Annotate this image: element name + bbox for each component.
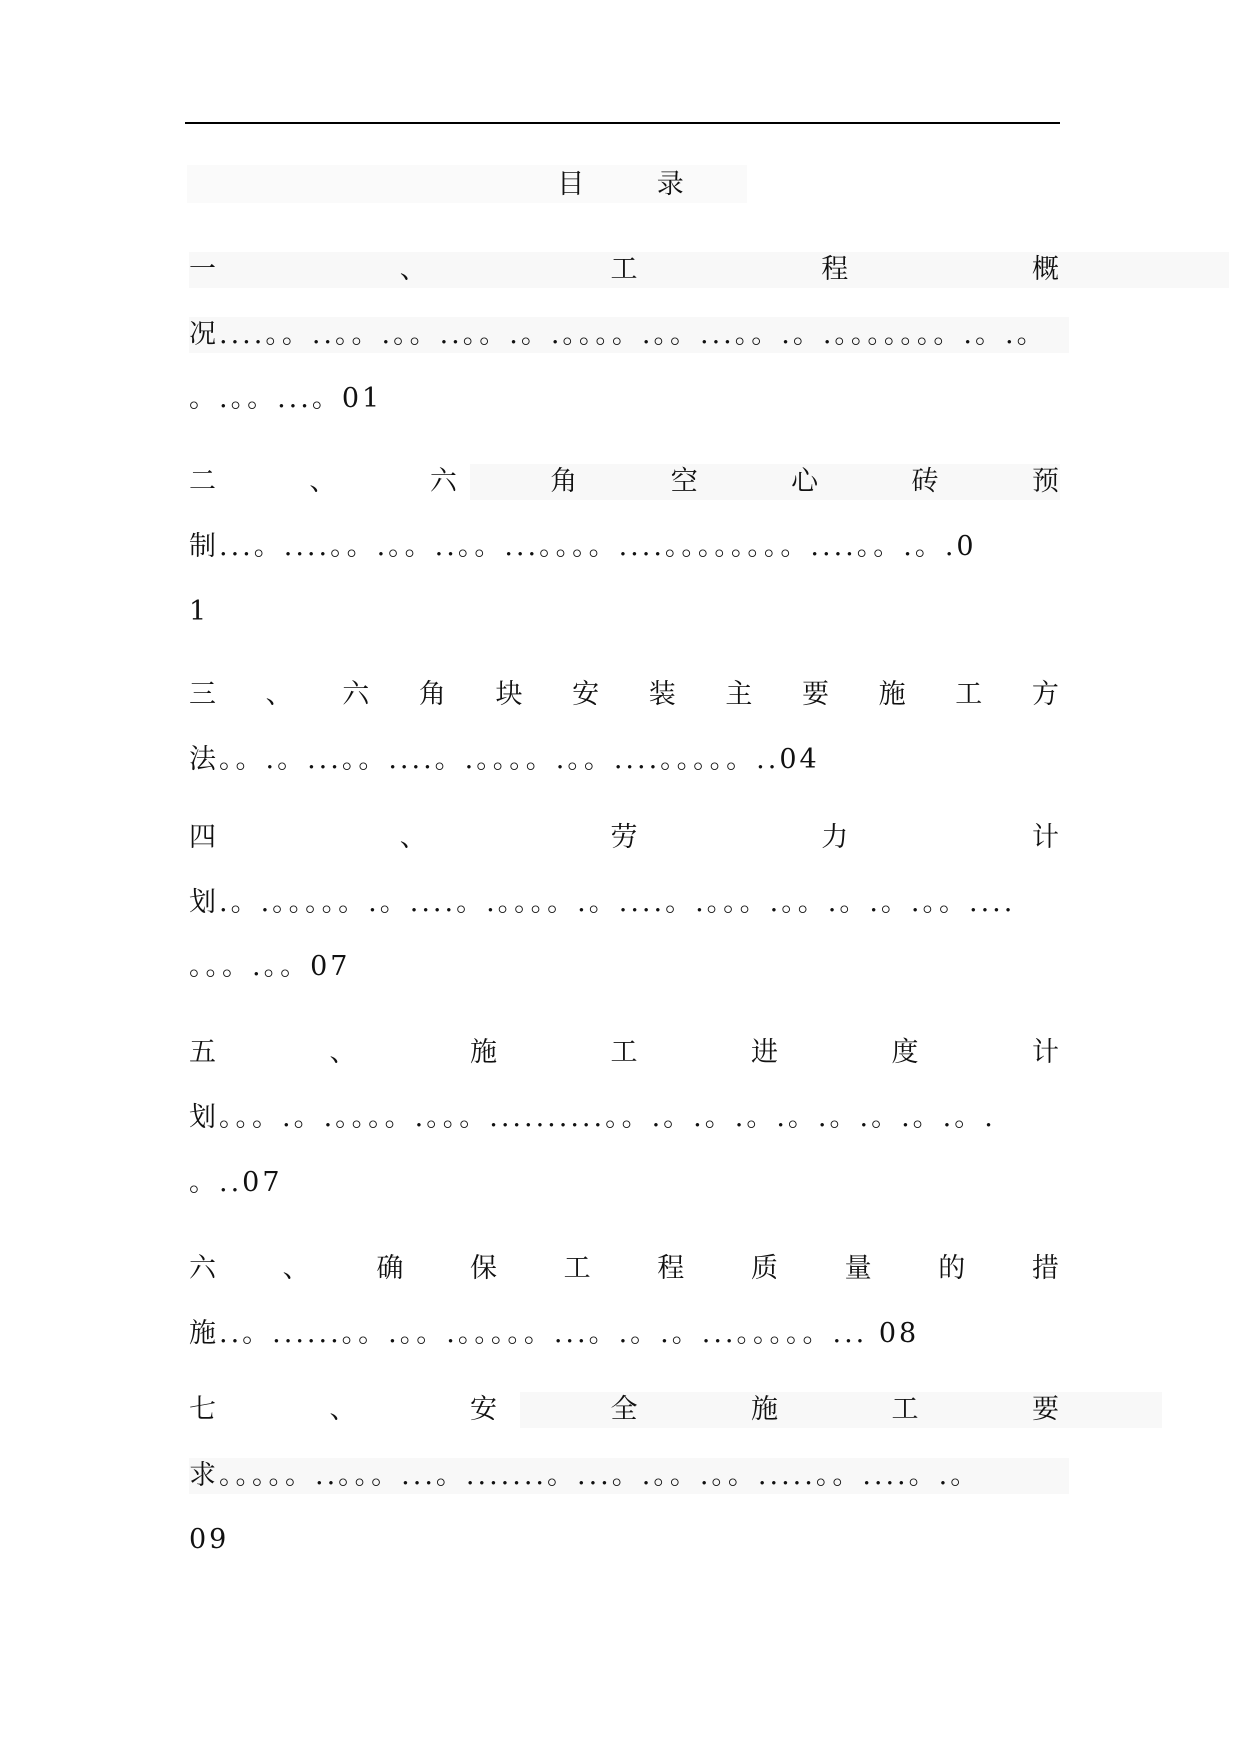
toc-char: 要	[802, 679, 829, 710]
toc-entry-2-heading	[189, 462, 1059, 502]
toc-char: 预	[1031, 466, 1059, 497]
toc-char: 四	[189, 822, 216, 853]
toc-char: 空	[670, 466, 698, 497]
toc-entry-1-heading	[189, 250, 1059, 290]
toc-char: 要	[1032, 1394, 1059, 1425]
toc-char: 概	[1032, 254, 1059, 285]
toc-char: 施	[751, 1394, 778, 1425]
toc-char: 量	[844, 1253, 872, 1284]
toc-char: 劳	[610, 822, 638, 853]
toc-char: 、	[265, 679, 293, 710]
toc-entry-7-page: 09	[189, 1524, 230, 1555]
toc-char: 七	[189, 1394, 216, 1425]
toc-char: 二	[189, 466, 216, 497]
toc-char: 计	[1032, 1037, 1059, 1068]
toc-char: 保	[469, 1253, 497, 1284]
toc-entry-3-heading	[189, 675, 1059, 715]
toc-char: 施	[878, 679, 906, 710]
toc-entry-7-heading	[189, 1390, 1059, 1430]
toc-char: 五	[189, 1037, 216, 1068]
toc-char: 工	[955, 679, 983, 710]
toc-entry-5-leader: 划。。。.。.。。。。.。。。..........。。.。.。.。.。.。.。.。.。.	[189, 1102, 996, 1133]
toc-char: 、	[399, 822, 427, 853]
toc-char: 安	[470, 1394, 497, 1425]
toc-char: 、	[399, 254, 427, 285]
toc-char: 质	[750, 1253, 778, 1284]
toc-char: 措	[1031, 1253, 1059, 1284]
toc-char: 、	[309, 466, 337, 497]
toc-entry-3-leader: 法。。.。...。。....。.。。。。.。。....。。。。。..04	[189, 744, 820, 775]
toc-entry-5-page: 。..07	[189, 1167, 283, 1198]
toc-entry-4-leader: 划.。.。。。。。.。....。.。。。。.。....。.。。。.。。.。.。.。。....	[189, 887, 1016, 918]
toc-char: 一	[189, 254, 216, 285]
toc-char: 砖	[911, 466, 939, 497]
toc-char: 块	[495, 679, 523, 710]
toc-char: 度	[891, 1037, 919, 1068]
toc-entry-2-leader: 制...。....。。.。。..。。...。。。。....。。。。。。。。....。。.。.0	[189, 531, 977, 562]
toc-entry-7-leader: 求。。。。。..。。。...。.......。...。.。。.。。.....。。....。.。	[189, 1460, 981, 1491]
toc-char: 、	[329, 1394, 357, 1425]
toc-char: 的	[938, 1253, 966, 1284]
toc-entry-6-leader: 施..。......。。.。。.。。。。。...。.。.。...。。。。。... 08	[189, 1318, 920, 1349]
toc-char: 工	[610, 254, 638, 285]
toc-char: 六	[189, 1253, 216, 1284]
toc-char: 主	[725, 679, 753, 710]
toc-char: 三	[189, 679, 216, 710]
toc-char: 方	[1031, 679, 1059, 710]
toc-entry-6-heading	[189, 1249, 1059, 1289]
toc-char: 、	[282, 1253, 310, 1284]
toc-char: 计	[1032, 822, 1059, 853]
toc-char: 程	[657, 1253, 685, 1284]
toc-char: 六	[429, 466, 457, 497]
toc-char: 角	[550, 466, 578, 497]
toc-char: 装	[648, 679, 676, 710]
toc-char: 施	[470, 1037, 497, 1068]
toc-char: 角	[418, 679, 446, 710]
toc-char: 六	[342, 679, 370, 710]
toc-char: 安	[572, 679, 600, 710]
toc-char: 全	[610, 1394, 638, 1425]
toc-char: 进	[751, 1037, 778, 1068]
toc-entry-1-leader: 况....。。..。。.。。..。。.。.。。。。.。。...。。.。.。。。。。。。.。.。	[189, 319, 1047, 350]
toc-char: 工	[610, 1037, 638, 1068]
toc-entry-2-page: 1	[189, 596, 210, 627]
toc-title: 目 录	[557, 169, 716, 200]
toc-entry-1-page: 。.。。...。01	[189, 383, 383, 414]
toc-entry-4-page: 。。。.。。07	[189, 951, 351, 982]
header-rule	[185, 122, 1060, 124]
toc-entry-4-heading	[189, 818, 1059, 858]
toc-entry-5-heading	[189, 1033, 1059, 1073]
toc-char: 、	[329, 1037, 357, 1068]
toc-char: 工	[563, 1253, 591, 1284]
toc-char: 工	[891, 1394, 919, 1425]
toc-char: 程	[821, 254, 849, 285]
toc-char: 力	[821, 822, 849, 853]
toc-char: 心	[791, 466, 819, 497]
toc-char: 确	[376, 1253, 404, 1284]
